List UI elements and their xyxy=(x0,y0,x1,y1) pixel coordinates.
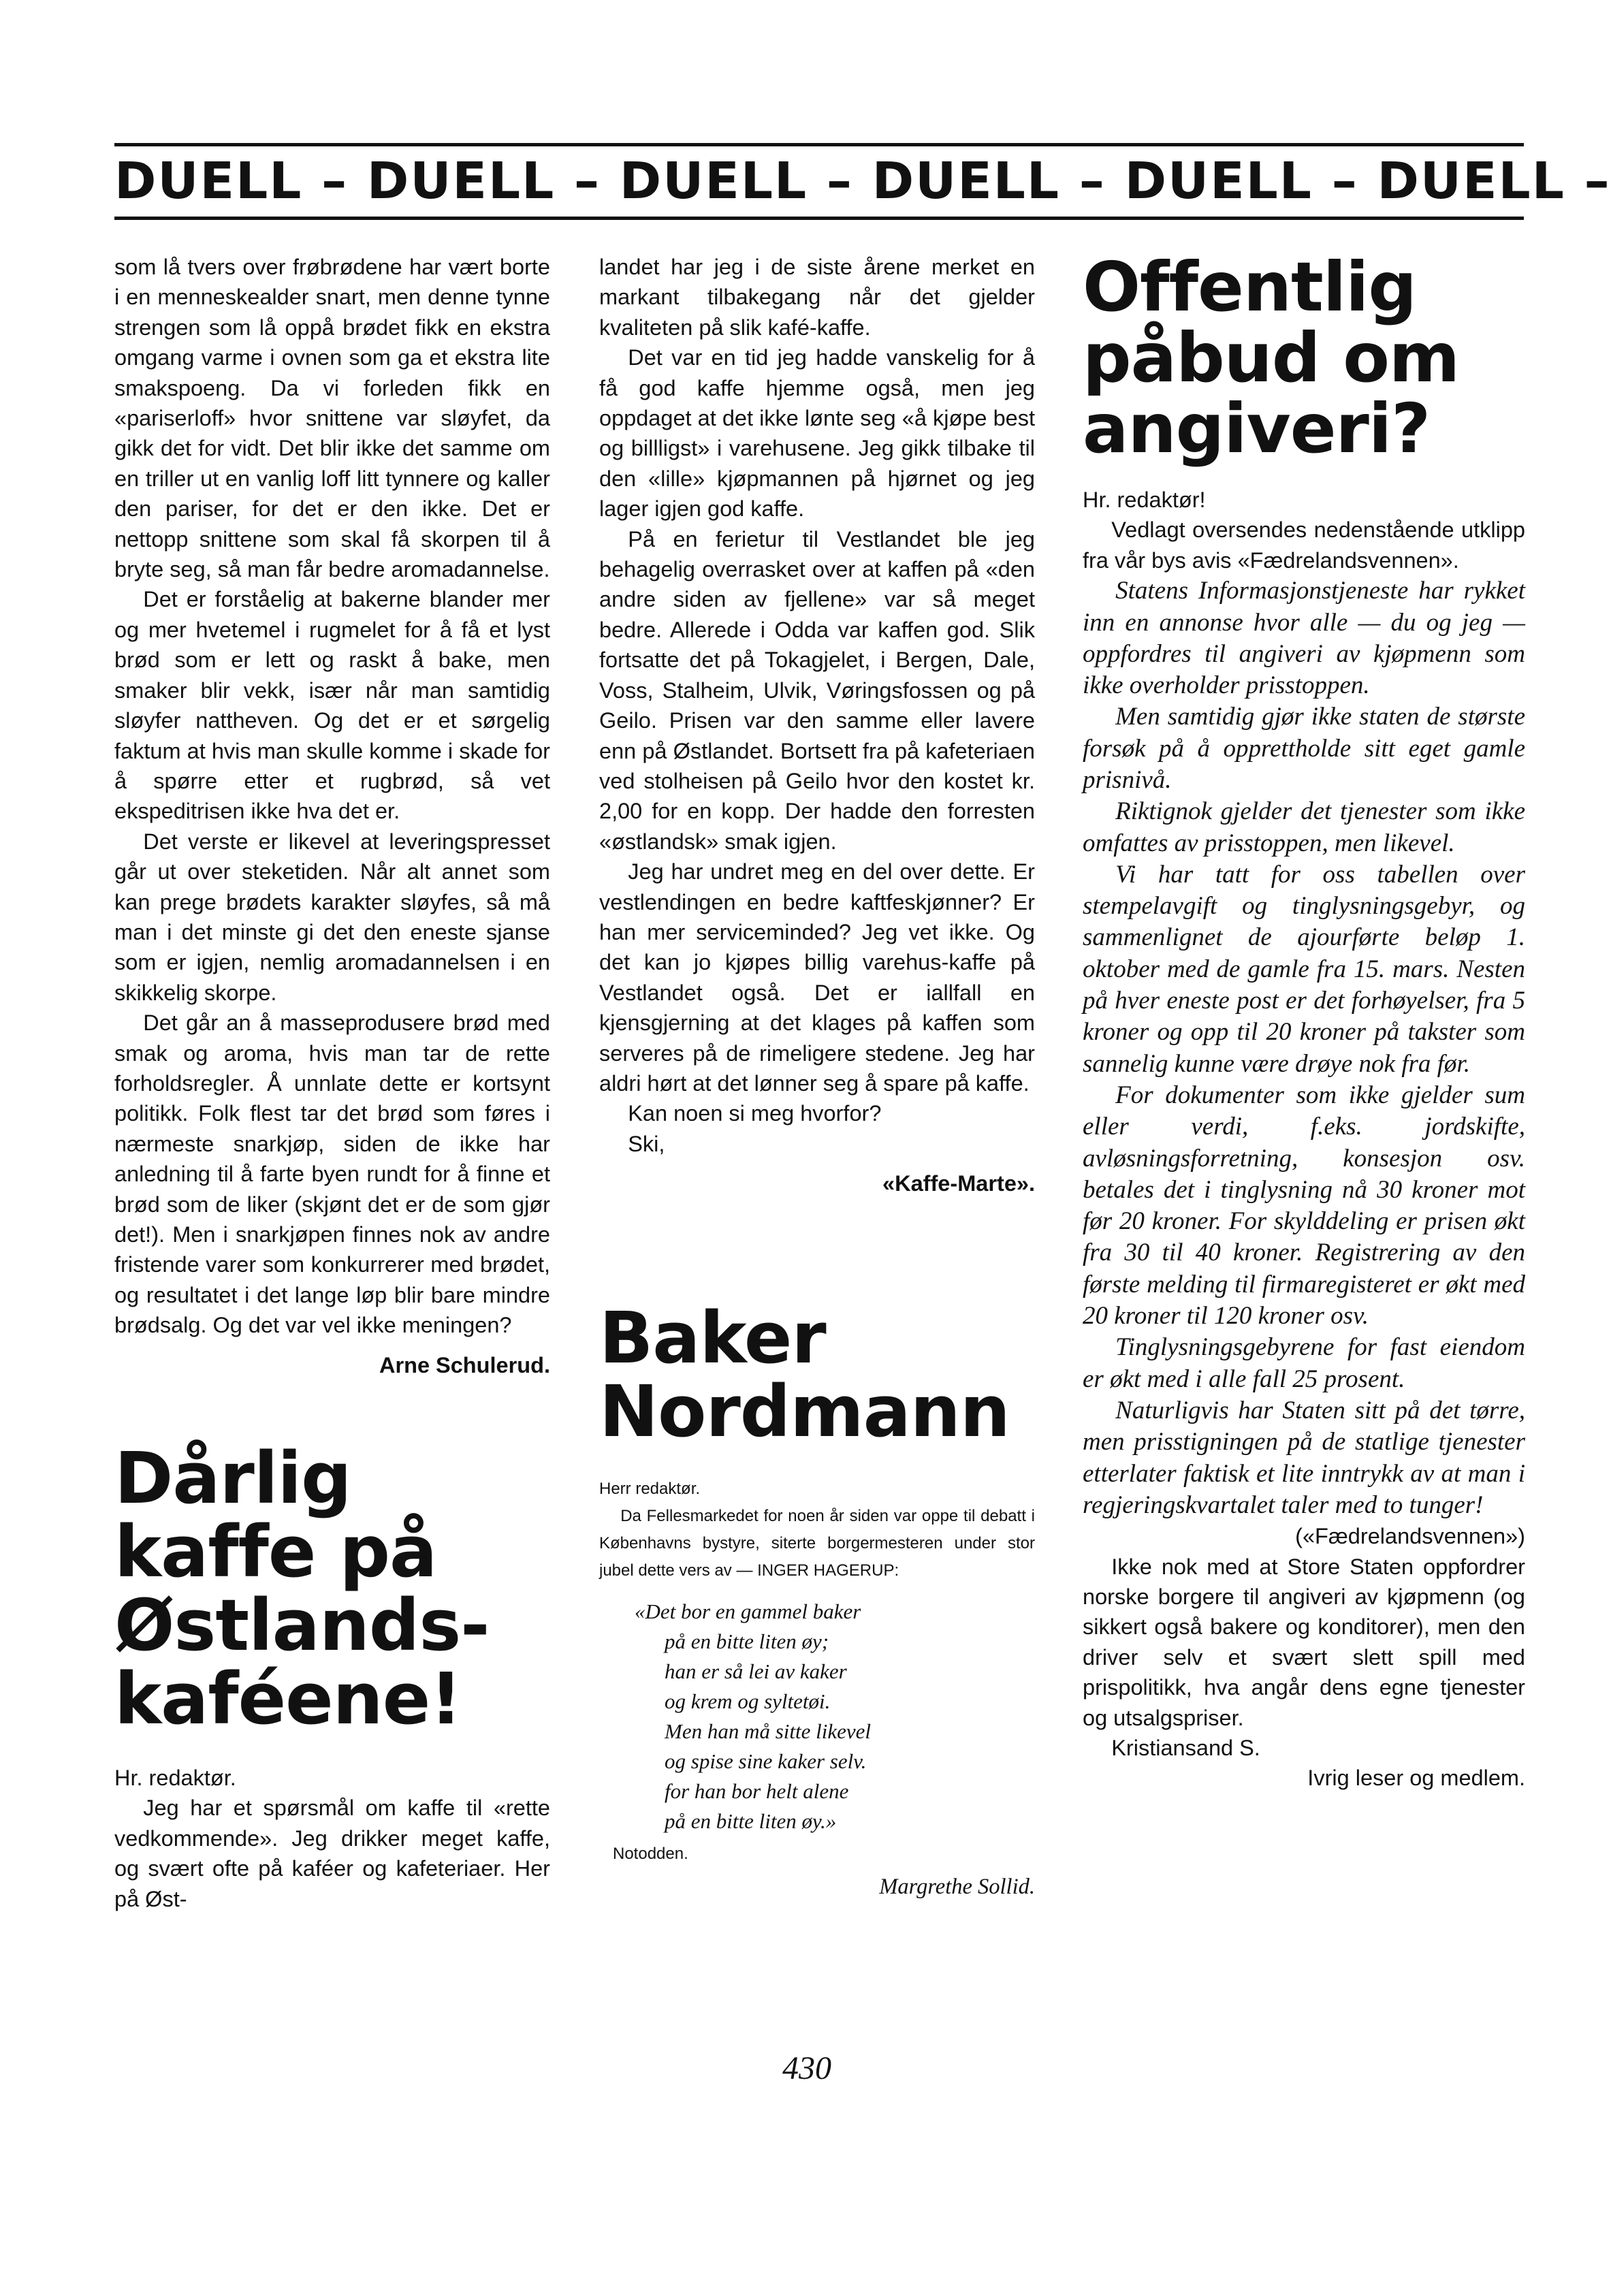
letter-signature: Ivrig leser og medlem. xyxy=(1307,1766,1525,1791)
letter-salutation: Hr. redaktør! xyxy=(1083,488,1206,512)
header-rule-bottom xyxy=(114,217,1524,220)
headline-darlig-kaffe: Dårlig kaffe på Østlands-kaféene! xyxy=(114,1437,490,1741)
letter-salutation: Herr redaktør. xyxy=(599,1479,701,1498)
clipping-paragraph: Riktignok gjelder det tjenester som ikke omfattes av prisstoppen, men likevel. xyxy=(1083,797,1525,857)
letter-paragraph: Kan noen si meg hvorfor? xyxy=(628,1101,882,1126)
baker-letter xyxy=(599,1476,1035,1584)
poem-line: Men han må sitte likevel xyxy=(665,1719,872,1743)
poem xyxy=(635,1597,1035,1836)
letter-intro: Vedlagt oversendes nedenstående utklipp fra vår bys avis «Fædrelandsvennen». xyxy=(1083,517,1525,573)
article-signature: Arne Schulerud. xyxy=(379,1352,550,1377)
column-1 xyxy=(114,252,550,1914)
clipping-paragraph: Statens Informasjonstjeneste har rykket inn en annonse hvor alle — du og jeg — oppfordres til angiveri av kjøpmenn som ikke overholder prisstoppen. xyxy=(1083,577,1525,700)
poem-line: han er så lei av kaker xyxy=(665,1659,847,1683)
clipping-paragraph: For dokumenter som ikke gjelder sum eller verdi, f.eks. jordskifte, avløsningsforretning, konsesjon osv. betales det i tinglysning nå 30 kroner mot før 20 kroner. For skylddeling er prisen økt fra 30 til 40 kroner. Registrering av den første melding til firmaregisteret er økt med 20 kroner til 120 kroner osv. xyxy=(1083,1081,1525,1330)
letter-salutation: Hr. redaktør. xyxy=(114,1766,236,1791)
newspaper-clipping xyxy=(1083,575,1525,1521)
letter-signature: «Kaffe-Marte». xyxy=(882,1171,1035,1196)
column-2 xyxy=(599,252,1035,1902)
letter-comment: Ikke nok med at Store Staten oppfordrer norske borgere til angiveri av kjøpmenn (og sikkert også bakere og konditorer), men den driver selv et svært slett spill med prispolitikk, hva angår dens egne tjenester og utsalgspriser. xyxy=(1083,1554,1525,1730)
article-paragraph: Det verste er likevel at leveringspresset går ut over steketiden. Når alt annet som kan prege brødets karakter sløyfes, så må man i det minste gi det den eneste sjanse som er igjen, nemlig aromadannelsen i en skikkelig skorpe. xyxy=(114,829,550,1005)
letter-paragraph: Det var en tid jeg hadde vanskelig for å få god kaffe hjemme også, men jeg oppdaget at det ikke lønte seg «å kjøpe best og billligst» i varehusene. Jeg gikk tilbake til den «lille» kjøpmannen på hjørnet og jeg lager igjen god kaffe. xyxy=(599,345,1035,522)
poem-line: «Det bor en gammel baker xyxy=(635,1599,861,1623)
poem-line: og spise sine kaker selv. xyxy=(665,1749,867,1773)
article-paragraph: som lå tvers over frøbrødene har vært borte i en menneskealder snart, men denne tynne strengen som lå oppå brødet fikk en ekstra omgang varme i ovnen som ga et ekstra lite smakspoeng. Da vi forleden fikk en «pariserloff» hvor snittene var sløyfet, da gikk det for vidt. Det blir ikke det samme om en triller ut en vanlig loff litt tynnere og kaller den pariser, for det er den ikke. Det er nettopp snittene som skal få skorpen til å bryte seg, så man får bedre aromadannelse. xyxy=(114,255,550,582)
letter-place: Kristiansand S. xyxy=(1111,1735,1260,1760)
clipping-paragraph: Tinglysningsgebyrene for fast eiendom er økt med i alle fall 25 prosent. xyxy=(1083,1333,1525,1393)
clipping-paragraph: Men samtidig gjør ikke staten de største forsøk på å opprettholde sitt eget gamle prisnivå. xyxy=(1083,703,1525,794)
headline-baker-nordmann: Baker Nordmann xyxy=(599,1296,1010,1453)
letter-intro: Da Fellesmarkedet for noen år siden var oppe til debatt i Københavns bystyre, siterte borgermesteren under stor jubel dette vers av — INGER HAGERUP: xyxy=(599,1506,1035,1580)
poem-line: for han bor helt alene xyxy=(665,1779,849,1803)
letter-paragraph: Jeg har et spørsmål om kaffe til «rette vedkommende». Jeg drikker meget kaffe, og svært ofte på kaféer og kafeteriaer. Her på Øst- xyxy=(114,1796,550,1911)
poem-line: på en bitte liten øy; xyxy=(665,1629,829,1653)
page-number: 430 xyxy=(782,2050,831,2086)
clipping-paragraph: Vi har tatt for oss tabellen over stempelavgift og tinglysningsgebyr, og sammenlignet de ajourførte beløp 1. oktober med de gamle fra 15. mars. Nesten på hver eneste post er det forhøyelser, fra 5 kroner og opp til 20 kroner på takster som sannelig kunne være drøye nok fra før. xyxy=(1083,860,1525,1078)
poem-line: og krem og syltetøi. xyxy=(665,1689,831,1713)
letter-place: Ski, xyxy=(628,1131,665,1156)
section-banner: DUELL – DUELL – DUELL – DUELL – DUELL – DUELL – xyxy=(114,152,1611,210)
letter-paragraph: Jeg har undret meg en del over dette. Er vestlendingen en bedre kaftfeskjønner? Er han mer serviceminded? Jeg vet ikke. Og det kan jo kjøpes billig varehus-kaffe på Vestlandet også. Det er iallfall en kjensgjerning at det klages på kaffen som serveres på de rimeligere stedene. Jeg har aldri hørt at det lønner seg å spare på kaffe. xyxy=(599,859,1035,1096)
letter-paragraph: landet har jeg i de siste årene merket en markant tilbakegang når det gjelder kvaliteten på slik kafé-kaffe. xyxy=(599,255,1035,340)
poem-line: på en bitte liten øy.» xyxy=(665,1808,837,1833)
article-paragraph: Det går an å masseprodusere brød med smak og aroma, hvis man tar de rette forholdsregler. Å unnlate dette er kortsynt politikk. Folk flest tar det brød som føres i nærmeste snarkjøp, siden de ikke har anledning til å farte byen rundt for å finne et brød som de liker (skjønt det er de som gjør det!). Men i snarkjøpen finnes nok av andre fristende varer som konkurrerer med brødet, og resultatet i det lange løp blir bare mindre brødsalg. Og det var vel ikke meningen? xyxy=(114,1010,550,1338)
letter-paragraph: På en ferietur til Vestlandet ble jeg behagelig overrasket over at kaffen på «den andre siden av fjellene» var så meget bedre. Allerede i Odda var kaffen god. Slik fortsatte det på Tokagjelet, i Bergen, Dale, Voss, Stalheim, Ulvik, Vøringsfossen og på Geilo. Prisen var den samme eller lavere enn på Østlandet. Bortsett fra på kafeteriaen ved stolheisen på Geilo hvor den kostet kr. 2,00 for en kopp. Der hadde den forresten «østlandsk» smak igjen. xyxy=(599,526,1035,854)
poem-signature: Margrethe Sollid. xyxy=(879,1874,1035,1899)
clipping-paragraph: Naturligvis har Staten sitt på det tørre, men prisstigningen på de statlige tjenester etterlater faktisk et lite inntrykk av at man i regjeringskvartalet taler med to tunger! xyxy=(1083,1396,1525,1519)
column-3 xyxy=(1083,247,1525,1793)
clipping-source: («Fædrelandsvennen») xyxy=(1295,1524,1525,1549)
header-rule-top xyxy=(114,143,1524,146)
article-paragraph: Det er forståelig at bakerne blander mer og mer hvetemel i rugmelet for å få et lyst brød som er lett og raskt å bake, men smaker blir vekk, især når man samtidig sløyfer nattheven. Og det er et sørgelig faktum at hvis man skulle komme i skade for å spørre etter et rugbrød, så vet ekspeditrisen ikke hva det er. xyxy=(114,587,550,824)
headline-offentlig-pabud: Offentlig påbud om angiveri? xyxy=(1083,247,1460,468)
poem-place: Notodden. xyxy=(613,1844,688,1863)
